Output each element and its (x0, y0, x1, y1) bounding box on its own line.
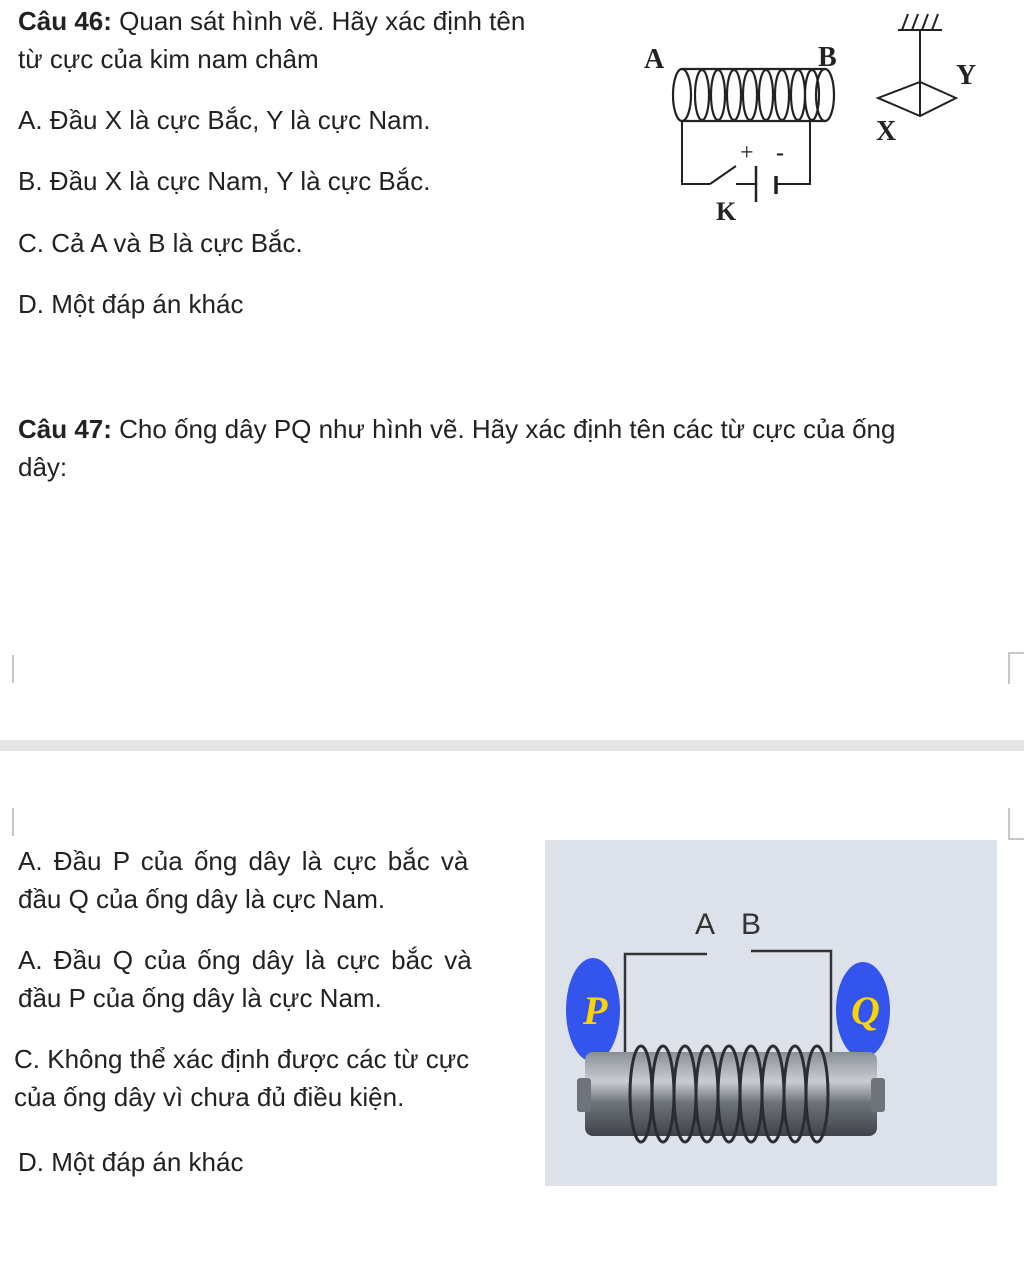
hanging-needle-46 (878, 14, 956, 116)
q47-stem (18, 410, 1008, 486)
q46-text-line1: Quan sát hình vẽ. Hãy xác định tên (111, 6, 526, 36)
q46-option-d: D. Một đáp án khác (18, 289, 244, 319)
rod-end-left (577, 1078, 591, 1112)
rod-end-right (871, 1078, 885, 1112)
q46-fig-label-y: Y (956, 60, 977, 91)
solenoid-46 (673, 69, 834, 121)
q47-option-c (14, 1040, 524, 1116)
q47-figure (545, 840, 997, 1186)
q46-label: Câu 46: (18, 6, 112, 36)
q46-stem (18, 2, 618, 78)
q46-figure (630, 0, 1024, 240)
q46-fig-label-k: K (716, 197, 737, 226)
q47-option-a2-line2: đầu P của ống dây là cực Nam. (18, 983, 382, 1013)
page-separator (0, 740, 1024, 751)
q46-fig-plus: + (740, 140, 754, 166)
crop-mark-top-right (1008, 652, 1024, 684)
q46-option-c: C. Cả A và B là cực Bắc. (18, 228, 303, 258)
crop-mark-bottom-right (1008, 808, 1024, 840)
q47-fig-label-q: Q (851, 988, 880, 1033)
q47-option-c-line2: của ống dây vì chưa đủ điều kiện. (14, 1082, 405, 1112)
crop-mark-bottom-left (0, 808, 14, 836)
q46-text-line2: từ cực của kim nam châm (18, 44, 319, 74)
q47-text-line2: dây: (18, 452, 68, 482)
q46-option-a: A. Đầu X là cực Bắc, Y là cực Nam. (18, 105, 431, 135)
q47-option-a1 (18, 842, 518, 918)
q47-text-line1: Cho ống dây PQ như hình vẽ. Hãy xác định tên các từ cực của ống (111, 414, 896, 444)
q47-option-d: D. Một đáp án khác (18, 1147, 244, 1177)
q46-fig-minus: - (776, 140, 784, 166)
crop-mark-top-left (0, 655, 14, 683)
q47-option-a1-line2: đầu Q của ống dây là cực Nam. (18, 884, 386, 914)
q47-fig-label-p: P (583, 988, 608, 1033)
q47-option-c-line1: C. Không thể xác định được các từ cực (14, 1044, 470, 1074)
q47-option-a2-line1: A. Đầu Q của ống dây là cực bắc và (18, 945, 472, 975)
q47-fig-label-b: B (741, 908, 762, 941)
q46-fig-label-a: A (644, 44, 665, 75)
q47-fig-label-a: A (695, 908, 716, 941)
q47-option-a2 (18, 941, 518, 1017)
q46-fig-label-b: B (818, 42, 837, 73)
q46-fig-label-x: X (876, 116, 897, 147)
q46-option-b: B. Đầu X là cực Nam, Y là cực Bắc. (18, 166, 431, 196)
q47-label: Câu 47: (18, 414, 112, 444)
q47-option-a1-line1: A. Đầu P của ống dây là cực bắc và (18, 846, 469, 876)
